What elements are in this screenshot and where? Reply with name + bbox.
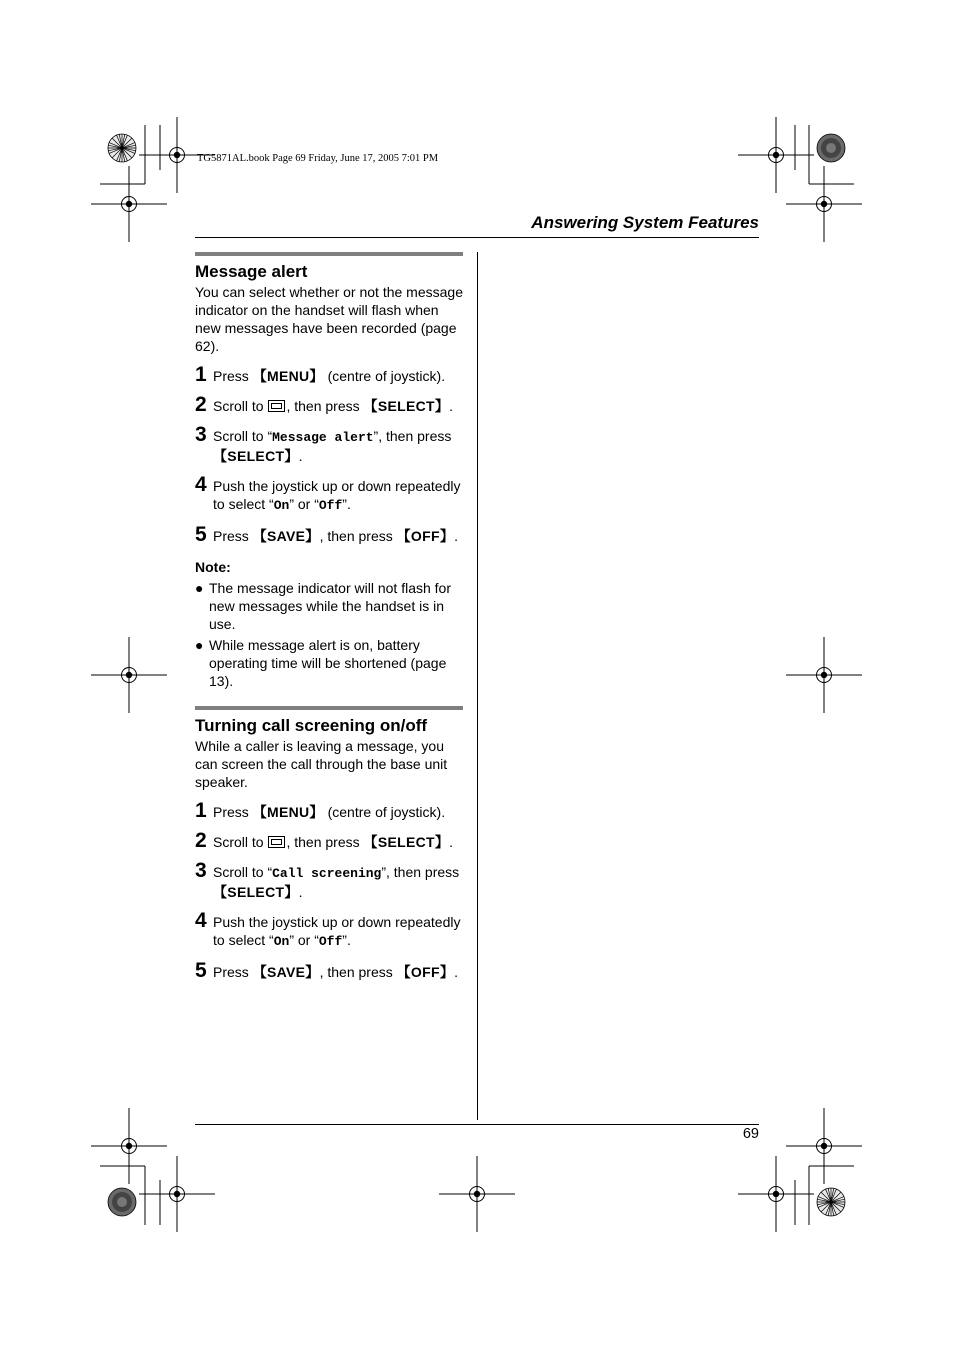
page-header-title: Answering System Features bbox=[531, 213, 759, 232]
step-text: (centre of joystick). bbox=[323, 368, 446, 384]
step-text: ”, then press bbox=[373, 428, 452, 444]
key-select: 【SELECT】 bbox=[213, 448, 299, 464]
step-number: 2 bbox=[195, 829, 207, 852]
section-message-alert bbox=[195, 252, 463, 690]
step-text: . bbox=[298, 448, 303, 464]
key-menu: 【MENU】 bbox=[252, 804, 324, 820]
step-text: , then press bbox=[319, 964, 397, 980]
section-intro: You can select whether or not the message indicator on the handset will flash when new messages have been recorded (page 62). bbox=[195, 284, 463, 354]
step-number: 3 bbox=[195, 859, 207, 882]
step-number: 5 bbox=[195, 959, 207, 982]
step-text: . bbox=[449, 834, 454, 850]
step-text: . bbox=[454, 964, 459, 980]
display-text: Off bbox=[318, 934, 343, 949]
step-text: ”, then press bbox=[381, 864, 460, 880]
step-text: Scroll to “ bbox=[213, 864, 273, 880]
key-off: 【OFF】 bbox=[396, 964, 455, 980]
key-select: 【SELECT】 bbox=[213, 884, 299, 900]
left-column bbox=[195, 252, 463, 981]
step-number: 4 bbox=[195, 909, 207, 932]
bullet-icon: ● bbox=[195, 580, 204, 596]
key-off: 【OFF】 bbox=[396, 528, 455, 544]
note-title: Note: bbox=[195, 559, 231, 575]
step-number: 1 bbox=[195, 799, 207, 822]
step-text: , then press bbox=[319, 528, 397, 544]
step-text: ”. bbox=[342, 496, 351, 512]
display-text: Off bbox=[318, 498, 343, 513]
step-text: Push the joystick up or down repeatedly to select “ bbox=[213, 914, 461, 948]
step-5 bbox=[195, 523, 463, 546]
step-3 bbox=[195, 423, 463, 465]
step-number: 4 bbox=[195, 473, 207, 496]
step-text: ” or “ bbox=[289, 496, 319, 512]
step-5 bbox=[195, 959, 463, 982]
section-call-screening bbox=[195, 706, 463, 981]
step-number: 5 bbox=[195, 523, 207, 546]
step-text: Press bbox=[213, 804, 253, 820]
step-3 bbox=[195, 859, 463, 901]
key-save: 【SAVE】 bbox=[252, 528, 320, 544]
display-text: On bbox=[273, 498, 290, 513]
note-text: The message indicator will not flash for new messages while the handset is in use. bbox=[209, 580, 451, 632]
step-4 bbox=[195, 909, 463, 951]
note-item bbox=[195, 636, 463, 690]
key-save: 【SAVE】 bbox=[252, 964, 320, 980]
footer-rule bbox=[195, 1124, 759, 1125]
section-bar bbox=[195, 252, 463, 256]
note-item bbox=[195, 579, 463, 633]
display-text: On bbox=[273, 934, 290, 949]
step-number: 2 bbox=[195, 393, 207, 416]
section-title: Turning call screening on/off bbox=[195, 716, 428, 735]
display-text: Message alert bbox=[272, 430, 374, 445]
step-text: . bbox=[449, 398, 454, 414]
step-text: , then press bbox=[286, 398, 364, 414]
key-select: 【SELECT】 bbox=[363, 398, 450, 414]
step-text: Press bbox=[213, 528, 253, 544]
step-number: 1 bbox=[195, 363, 207, 386]
step-text: . bbox=[454, 528, 459, 544]
step-text: . bbox=[298, 884, 303, 900]
step-4 bbox=[195, 473, 463, 515]
bullet-icon: ● bbox=[195, 637, 204, 653]
page-number: 69 bbox=[742, 1126, 759, 1142]
section-intro: While a caller is leaving a message, you can screen the call through the base unit speaker. bbox=[195, 738, 448, 790]
book-info: TG5871AL.book Page 69 Friday, June 17, 2005 7:01 PM bbox=[197, 153, 439, 164]
step-text: Press bbox=[213, 964, 253, 980]
step-text: Push the joystick up or down repeatedly to select “ bbox=[213, 478, 461, 512]
step-text: ”. bbox=[342, 932, 351, 948]
step-number: 3 bbox=[195, 423, 207, 446]
key-select: 【SELECT】 bbox=[363, 834, 450, 850]
step-text: Scroll to bbox=[213, 398, 268, 414]
step-1 bbox=[195, 363, 463, 386]
answering-system-icon bbox=[268, 836, 285, 848]
step-text: ” or “ bbox=[289, 932, 319, 948]
step-1 bbox=[195, 799, 463, 822]
step-text: Scroll to “ bbox=[213, 428, 273, 444]
step-2 bbox=[195, 393, 463, 416]
display-text: Call screening bbox=[272, 866, 382, 881]
answering-system-icon bbox=[268, 400, 285, 412]
header-rule bbox=[195, 237, 759, 238]
step-text: (centre of joystick). bbox=[323, 804, 446, 820]
step-text: Press bbox=[213, 368, 253, 384]
step-text: , then press bbox=[286, 834, 364, 850]
column-divider bbox=[477, 252, 478, 1120]
step-text: Scroll to bbox=[213, 834, 268, 850]
step-2 bbox=[195, 829, 463, 852]
section-title: Message alert bbox=[195, 262, 308, 281]
note-text: While message alert is on, battery operating time will be shortened (page 13). bbox=[209, 637, 447, 689]
section-bar bbox=[195, 706, 463, 710]
key-menu: 【MENU】 bbox=[252, 368, 324, 384]
